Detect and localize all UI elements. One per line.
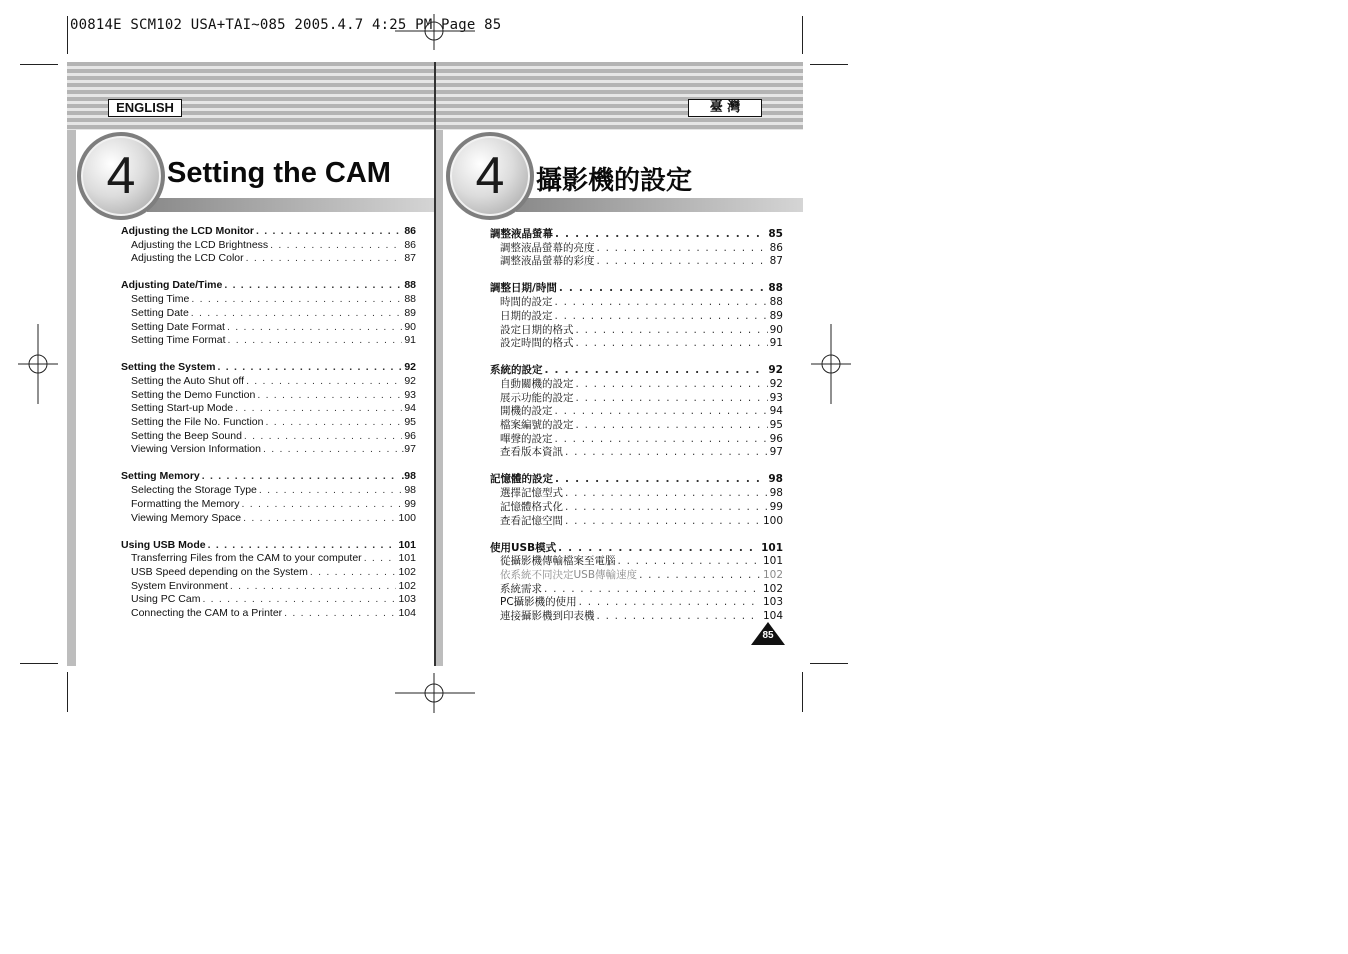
toc-entry: [490, 390, 783, 404]
toc-entry-label: PC攝影機的使用: [500, 596, 577, 609]
dot-leader: [242, 498, 403, 510]
dot-leader: [565, 487, 768, 499]
toc-entry: [121, 552, 416, 566]
toc-page-number: 98: [768, 473, 783, 486]
dot-leader: [228, 334, 403, 346]
dot-leader: [565, 515, 761, 527]
toc-section-heading: [121, 225, 416, 239]
toc-entry-label: 選擇記憶型式: [500, 487, 563, 500]
toc-entry-label: 檔案編號的設定: [500, 419, 574, 432]
toc-section-heading: [490, 540, 783, 554]
print-slug-line: 00814E SCM102 USA+TAI~085 2005.4.7 4:25 PM Page 85: [70, 17, 502, 33]
page-edge-bar: [436, 130, 443, 666]
toc-page-number: .98: [401, 470, 416, 483]
toc-entry-label: Selecting the Storage Type: [131, 484, 257, 497]
toc-entry-label: 查看記憶空間: [500, 514, 563, 527]
dot-leader: [597, 610, 761, 622]
toc-entry-label: 系統的設定: [490, 364, 543, 377]
crop-mark: [810, 64, 848, 65]
toc-page-number: 87: [404, 252, 416, 265]
toc-page-number: 100: [398, 511, 416, 524]
toc-page-number: 91: [769, 337, 783, 350]
toc-section-heading: [490, 471, 783, 485]
page-edge-bar: [67, 130, 76, 666]
crop-mark: [20, 64, 58, 65]
dot-leader: [284, 607, 396, 619]
toc-entry-label: 調整液晶螢幕的亮度: [500, 241, 595, 254]
dot-leader: [555, 473, 766, 485]
toc-page-number: 86: [404, 238, 416, 251]
title-underline-bar: [516, 198, 803, 212]
dot-leader: [545, 364, 767, 376]
table-of-contents: [490, 226, 783, 622]
toc-page-number: 101: [761, 541, 783, 554]
toc-entry: [490, 253, 783, 267]
dot-leader: [558, 542, 759, 554]
toc-page-number: 95: [404, 416, 416, 429]
toc-entry-label: 從攝影機傳輸檔案至電腦: [500, 555, 616, 568]
toc-entry-label: Setting Date: [131, 306, 189, 319]
toc-entry-label: 展示功能的設定: [500, 391, 574, 404]
dot-leader: [555, 310, 768, 322]
toc-spacer: [121, 457, 416, 470]
toc-page-number: 89: [769, 309, 783, 322]
toc-page-number: 104: [398, 607, 416, 620]
toc-page-number: 101: [398, 538, 416, 551]
title-underline-bar: [147, 198, 435, 212]
registration-mark-icon: [395, 673, 475, 713]
dot-leader: [230, 580, 397, 592]
toc-entry-label: Setting the Auto Shut off: [131, 374, 245, 387]
toc-entry: [121, 293, 416, 307]
dot-leader: [202, 470, 400, 482]
dot-leader: [576, 324, 768, 336]
dot-leader: [310, 566, 397, 578]
toc-entry-label: Connecting the CAM to a Printer: [131, 607, 283, 620]
toc-page-number: 91: [404, 334, 416, 347]
toc-entry: [490, 553, 783, 567]
toc-entry-label: Setting Start-up Mode: [131, 402, 234, 415]
toc-entry-label: Using PC Cam: [131, 593, 201, 606]
toc-entry-label: System Environment: [131, 579, 228, 592]
toc-page-number: 89: [404, 306, 416, 319]
toc-entry: [121, 402, 416, 416]
toc-entry: [121, 239, 416, 253]
toc-entry-label: 開機的設定: [500, 405, 553, 418]
toc-entry-label: Setting Date Format: [131, 320, 225, 333]
toc-page-number: 94: [404, 402, 416, 415]
toc-page-number: 88: [404, 293, 416, 306]
toc-section-heading: [490, 362, 783, 376]
toc-entry: [121, 593, 416, 607]
toc-section-heading: [490, 226, 783, 240]
toc-page-number: 103: [762, 596, 783, 609]
toc-entry-label: 設定時間的格式: [500, 337, 574, 350]
dot-leader: [256, 225, 402, 237]
toc-page-number: .97: [401, 443, 416, 456]
toc-page-number: 93: [769, 391, 783, 404]
toc-entry-label: Viewing Memory Space: [131, 511, 242, 524]
toc-entry: [121, 334, 416, 348]
toc-section-heading: [121, 539, 416, 553]
toc-entry: [121, 416, 416, 430]
toc-entry: [490, 308, 783, 322]
registration-mark-icon: [18, 324, 58, 404]
dot-leader: [555, 405, 768, 417]
dot-leader: [565, 501, 768, 513]
toc-page-number: 88: [768, 282, 783, 295]
dot-leader: [224, 279, 402, 291]
toc-entry-label: 日期的設定: [500, 309, 553, 322]
toc-entry: [121, 307, 416, 321]
dot-leader: [246, 252, 403, 264]
dot-leader: [235, 402, 402, 414]
toc-entry-label: 記憶體的設定: [490, 473, 553, 486]
toc-page-number: 102: [398, 566, 416, 578]
left-page: [67, 62, 435, 666]
toc-entry: [121, 252, 416, 266]
toc-entry-label: Setting Time Format: [131, 334, 226, 347]
dot-leader: [263, 443, 399, 455]
toc-entry: [121, 566, 416, 580]
toc-spacer: [121, 525, 416, 538]
toc-entry-label: 時間的設定: [500, 296, 553, 309]
toc-page-number: 88: [769, 296, 783, 309]
dot-leader: [244, 430, 402, 442]
toc-entry: [121, 512, 416, 526]
toc-spacer: [121, 266, 416, 279]
dot-leader: [597, 242, 768, 254]
toc-entry: [121, 375, 416, 389]
toc-entry: [490, 322, 783, 336]
toc-entry-label: 系統需求: [500, 582, 542, 595]
toc-entry: [121, 484, 416, 498]
toc-page-number: 99: [769, 500, 783, 513]
toc-entry-label: Adjusting the LCD Monitor: [121, 225, 254, 237]
table-of-contents: [121, 225, 416, 621]
toc-entry: [490, 403, 783, 417]
crop-mark: [802, 16, 803, 54]
toc-entry: [490, 567, 783, 581]
toc-entry: [490, 376, 783, 390]
toc-entry-label: Using USB Mode: [121, 538, 206, 551]
toc-entry-label: 調整日期/時間: [490, 282, 557, 295]
toc-entry-label: Setting the System: [121, 361, 216, 374]
toc-page-number: 92: [768, 364, 783, 377]
toc-entry: [490, 594, 783, 608]
toc-spacer: [490, 526, 783, 539]
toc-entry: [490, 417, 783, 431]
toc-entry: [490, 240, 783, 254]
toc-page-number: 92: [404, 361, 416, 374]
toc-entry: [121, 580, 416, 594]
toc-entry-label: USB Speed depending on the System: [131, 566, 308, 578]
dot-leader: [259, 484, 402, 496]
toc-page-number: 96: [769, 432, 783, 445]
header-stripes: [436, 62, 803, 130]
crop-mark: [802, 672, 803, 712]
toc-entry: [121, 498, 416, 512]
toc-entry-label: Setting the Beep Sound: [131, 429, 242, 442]
toc-entry-label: 自動關機的設定: [500, 377, 574, 390]
dot-leader: [246, 375, 402, 387]
toc-spacer: [490, 349, 783, 362]
toc-entry-label: Adjusting the LCD Brightness: [131, 238, 269, 251]
dot-leader: [191, 307, 403, 319]
toc-page-number: 102: [762, 582, 783, 595]
toc-entry: [490, 608, 783, 622]
dot-leader: [208, 539, 397, 551]
dot-leader: [364, 552, 397, 564]
toc-entry-label: 調整液晶螢幕的彩度: [500, 255, 595, 268]
toc-entry: [121, 443, 416, 457]
dot-leader: [576, 392, 768, 404]
dot-leader: [270, 239, 402, 251]
dot-leader: [618, 555, 761, 567]
chapter-title: 攝影機的設定: [536, 166, 693, 196]
toc-entry-label: 使用USB模式: [490, 541, 557, 554]
toc-page-number: 86: [404, 225, 416, 237]
toc-entry-label: Transferring Files from the CAM to your computer: [131, 552, 362, 565]
dot-leader: [597, 255, 768, 267]
chapter-number-badge: 4: [77, 132, 165, 220]
toc-page-number: 92: [404, 374, 416, 387]
toc-entry-label: 查看版本資訊: [500, 446, 563, 459]
toc-entry: [490, 499, 783, 513]
header-stripes: [67, 62, 435, 130]
dot-leader: [555, 433, 768, 445]
registration-mark-icon: [811, 324, 851, 404]
toc-entry-label: 設定日期的格式: [500, 323, 574, 336]
toc-page-number: 96: [404, 429, 416, 442]
toc-page-number: 102: [762, 569, 783, 581]
toc-page-number: 98: [769, 487, 783, 500]
toc-page-number: 85: [768, 228, 783, 240]
dot-leader: [576, 337, 768, 349]
dot-leader: [227, 321, 402, 333]
toc-page-number: 99: [404, 497, 416, 510]
toc-entry: [490, 581, 783, 595]
dot-leader: [266, 416, 403, 428]
toc-page-number: 98: [404, 484, 416, 497]
registration-mark-icon: [395, 14, 475, 50]
toc-spacer: [490, 267, 783, 280]
toc-page-number: 86: [769, 241, 783, 254]
crop-mark: [67, 16, 68, 54]
toc-entry: [490, 444, 783, 458]
right-page: [436, 62, 803, 666]
toc-entry-label: Adjusting Date/Time: [121, 279, 223, 292]
toc-spacer: [490, 458, 783, 471]
toc-page-number: 101: [398, 552, 416, 565]
dot-leader: [576, 419, 768, 431]
toc-entry-label: 調整液晶螢幕: [490, 228, 553, 240]
toc-page-number: 100: [762, 514, 783, 527]
toc-page-number: 95: [769, 419, 783, 432]
dot-leader: [218, 361, 403, 373]
toc-page-number: 102: [398, 579, 416, 592]
toc-page-number: 88: [404, 279, 416, 292]
chapter-number-badge: 4: [446, 132, 534, 220]
language-label: 臺 灣: [688, 99, 762, 117]
toc-entry-label: Setting the File No. Function: [131, 416, 264, 429]
toc-entry: [490, 431, 783, 445]
toc-spacer: [121, 348, 416, 361]
toc-entry: [121, 607, 416, 621]
crop-mark: [20, 663, 58, 664]
toc-page-number: 93: [404, 388, 416, 401]
toc-entry-label: Setting Memory: [121, 470, 200, 483]
dot-leader: [191, 293, 402, 305]
toc-entry-label: Setting the Demo Function: [131, 388, 256, 401]
dot-leader: [202, 593, 396, 605]
toc-entry: [121, 430, 416, 444]
dot-leader: [544, 583, 761, 595]
toc-page-number: 94: [769, 405, 783, 418]
crop-mark: [67, 672, 68, 712]
dot-leader: [576, 378, 768, 390]
toc-page-number: 101: [762, 555, 783, 568]
dot-leader: [639, 569, 761, 581]
crop-mark: [810, 663, 848, 664]
toc-section-heading: [121, 470, 416, 484]
toc-page-number: 90: [769, 323, 783, 336]
toc-entry: [490, 513, 783, 527]
dot-leader: [555, 296, 768, 308]
language-label: ENGLISH: [108, 99, 182, 117]
toc-entry: [490, 485, 783, 499]
toc-entry-label: 依系統不同決定USB傳輸速度: [500, 569, 638, 581]
chapter-title: Setting the CAM: [167, 157, 391, 189]
toc-entry-label: Adjusting the LCD Color: [131, 252, 244, 265]
dot-leader: [555, 228, 766, 240]
dot-leader: [565, 446, 768, 458]
toc-section-heading: [121, 279, 416, 293]
toc-entry-label: 連接攝影機到印表機: [500, 610, 595, 623]
toc-entry-label: 記憶體格式化: [500, 500, 563, 513]
toc-entry: [121, 389, 416, 403]
toc-page-number: 90: [404, 320, 416, 333]
toc-page-number: 97: [769, 446, 783, 459]
toc-page-number: 104: [762, 610, 783, 623]
toc-entry: [490, 335, 783, 349]
toc-entry-label: Viewing Version Information: [131, 443, 261, 456]
toc-entry-label: 嗶聲的設定: [500, 432, 553, 445]
toc-entry: [121, 321, 416, 335]
toc-section-heading: [490, 280, 783, 294]
dot-leader: [243, 512, 396, 524]
toc-section-heading: [121, 361, 416, 375]
page-number: 85: [762, 630, 774, 641]
dot-leader: [257, 389, 402, 401]
toc-page-number: 87: [769, 255, 783, 268]
toc-entry-label: Setting Time: [131, 293, 190, 306]
dot-leader: [579, 596, 761, 608]
toc-entry-label: Formatting the Memory: [131, 497, 240, 510]
toc-page-number: 92: [769, 377, 783, 390]
dot-leader: [559, 282, 767, 294]
toc-entry: [490, 294, 783, 308]
toc-page-number: 103: [398, 593, 416, 606]
